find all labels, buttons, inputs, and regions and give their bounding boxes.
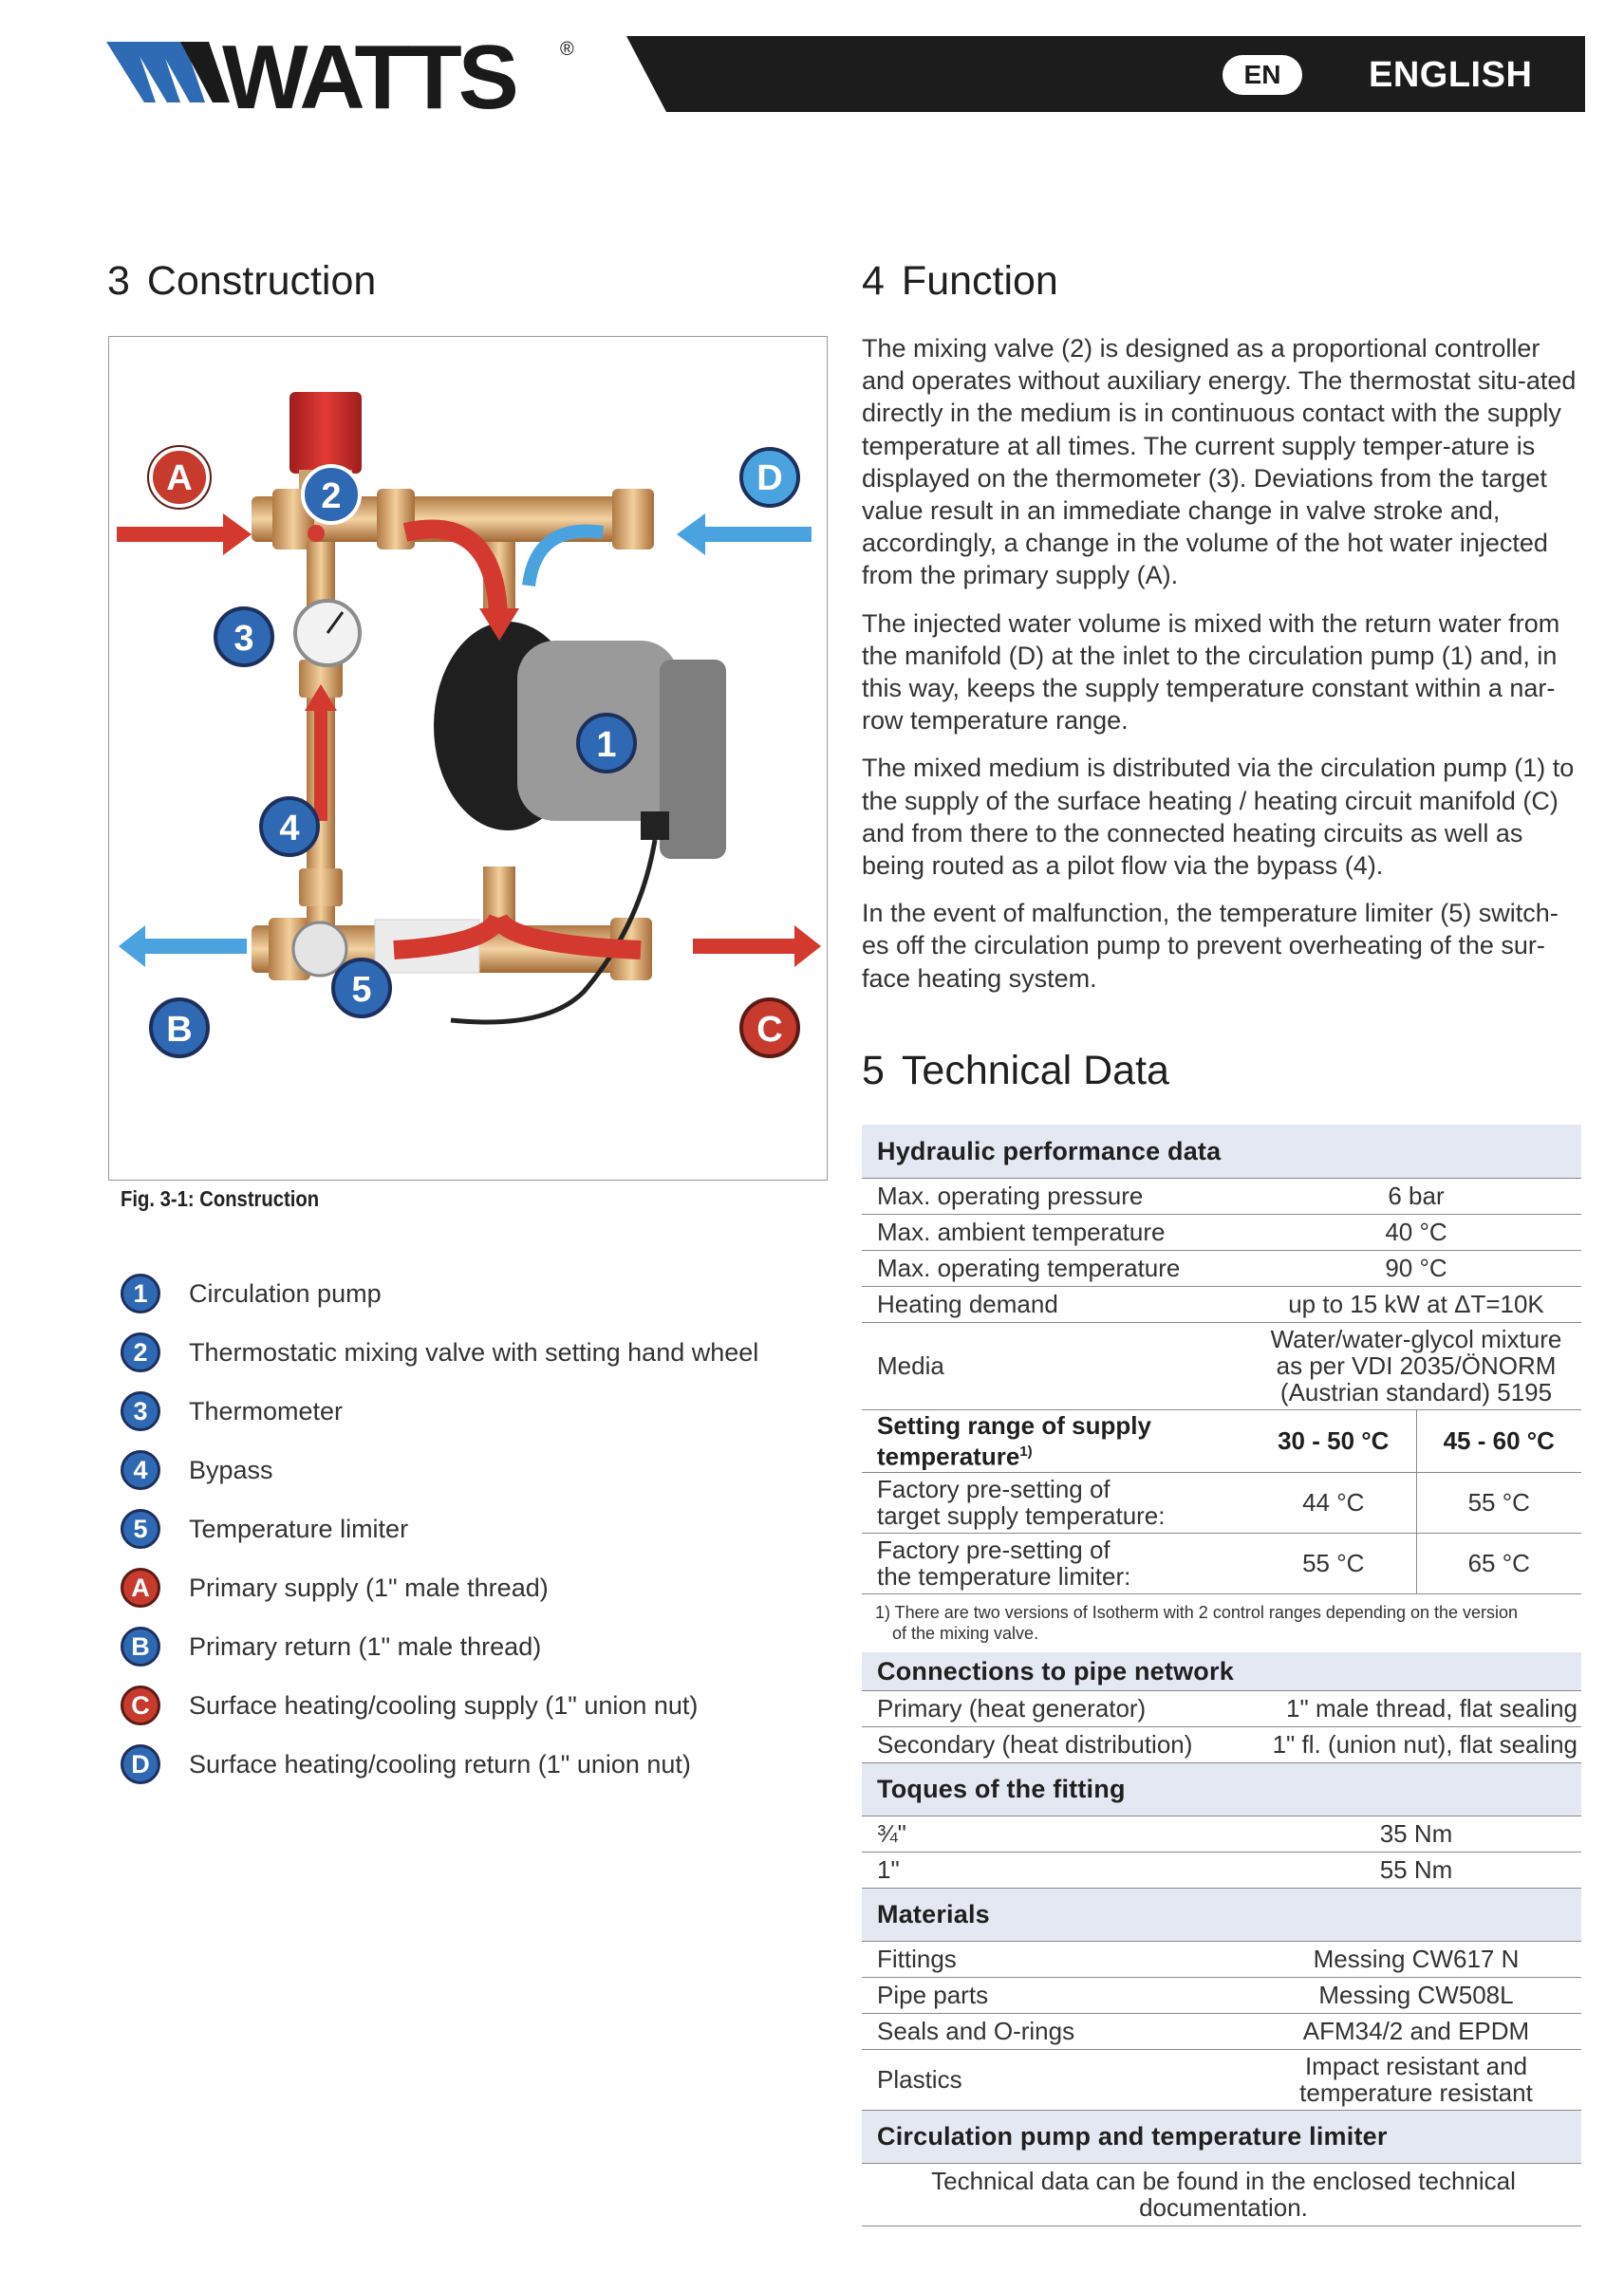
construction-legend	[121, 1264, 823, 1794]
callout-1: 1	[596, 725, 617, 765]
watts-logo	[106, 34, 590, 120]
table-section-header: Hydraulic performance data	[862, 1125, 1581, 1178]
table-section-header: Toques of the fitting	[862, 1762, 1581, 1816]
callout-4: 4	[279, 809, 300, 848]
table-row: Factory pre-setting of the temperature limiter: 55 °C 65 °C	[862, 1533, 1581, 1593]
legend-item	[121, 1558, 823, 1617]
arrow-a-icon	[117, 513, 252, 555]
legend-text: Surface heating/cooling supply (1" union nut)	[189, 1690, 699, 1720]
callout-3: 3	[233, 619, 254, 659]
arrow-d-icon	[677, 513, 812, 555]
table-row: Max. operating pressure 6 bar	[862, 1178, 1581, 1214]
legend-text: Temperature limiter	[189, 1514, 409, 1543]
legend-badge: 5	[121, 1509, 160, 1549]
hand-wheel-icon	[289, 392, 362, 474]
legend-text: Primary return (1" male thread)	[189, 1631, 542, 1661]
legend-badge: 4	[121, 1450, 160, 1490]
legend-item	[121, 1676, 823, 1735]
callout-c: C	[756, 1010, 783, 1050]
brand-wordmark: WATTS	[222, 34, 515, 120]
function-text	[862, 332, 1585, 1010]
legend-badge: B	[121, 1627, 160, 1667]
section-heading-technical-data: 5 Technical Data	[862, 1048, 1169, 1093]
legend-badge: D	[121, 1744, 160, 1784]
language-name: ENGLISH	[1369, 55, 1533, 95]
table-row: ¾" 35 Nm	[862, 1816, 1581, 1852]
callout-5: 5	[351, 970, 372, 1010]
legend-item	[121, 1441, 823, 1499]
table-row: Media Water/water-glycol mixture as per VDI 2035/ÖNORM (Austrian standard) 5195	[862, 1322, 1581, 1409]
legend-item	[121, 1323, 823, 1382]
legend-item	[121, 1382, 823, 1441]
legend-badge: A	[121, 1568, 160, 1608]
table-row: Pipe parts Messing CW508L	[862, 1977, 1581, 2013]
legend-item	[121, 1264, 823, 1323]
callout-2: 2	[321, 476, 342, 516]
table-row: Primary (heat generator) 1" male thread, flat sealing	[862, 1690, 1581, 1726]
function-paragraph: The mixing valve (2) is designed as a proportional controller and operates without auxiliary energy. The thermostat situ-ated directly in the medium is in continuous contact with the supply temperature at all times. The current supply temper-ature is displayed on the thermometer (3). Deviations from the target value result in an immediate change in valve stroke and, accordingly, a change in the volume of the hot water injected from the primary supply (A).	[862, 334, 1577, 590]
section-heading-function: 4 Function	[862, 258, 1058, 304]
legend-item	[121, 1617, 823, 1676]
legend-badge: 2	[121, 1332, 160, 1372]
legend-text: Primary supply (1" male thread)	[189, 1573, 549, 1602]
technical-data-table	[862, 1125, 1581, 2226]
temperature-limiter-icon	[293, 922, 346, 976]
table-section-header: Materials	[862, 1888, 1581, 1941]
legend-text: Thermostatic mixing valve with setting hand wheel	[189, 1337, 759, 1367]
table-footnote: 1) There are two versions of Isotherm with 2 control ranges depending on the version of the mixing valve.	[875, 1603, 1519, 1644]
table-row: Max. operating temperature 90 °C	[862, 1250, 1581, 1286]
table-row: Seals and O-rings AFM34/2 and EPDM	[862, 2013, 1581, 2049]
legend-text: Circulation pump	[189, 1278, 382, 1308]
legend-badge: C	[121, 1686, 160, 1725]
figure-caption: Fig. 3-1: Construction	[121, 1186, 320, 1211]
table-row: Factory pre-setting of target supply temperature: 44 °C 55 °C	[862, 1472, 1581, 1533]
table-row: Fittings Messing CW617 N	[862, 1941, 1581, 1977]
callout-b: B	[166, 1010, 193, 1050]
svg-text:®: ®	[560, 39, 574, 60]
language-code-badge: EN	[1223, 55, 1302, 95]
language-bar	[626, 34, 1585, 114]
callout-d: D	[756, 458, 783, 498]
table-row: Plastics Impact resistant and temperature resistant	[862, 2049, 1581, 2110]
arrow-c-icon	[693, 925, 821, 967]
table-row: Heating demand up to 15 kW at ΔT=10K	[862, 1286, 1581, 1322]
construction-figure	[108, 336, 828, 1181]
function-paragraph: The injected water volume is mixed with the return water from the manifold (D) at the inlet to the circulation pump (1) and, in this way, keeps the supply temperature constant within a nar-row temperature range.	[862, 608, 1560, 736]
section-heading-construction: 3 Construction	[107, 258, 377, 304]
legend-badge: 1	[121, 1274, 160, 1313]
legend-text: Bypass	[189, 1455, 273, 1484]
function-paragraph: In the event of malfunction, the temperature limiter (5) switch-es off the circulation pump to prevent overheating of the sur-face heating system.	[862, 899, 1559, 993]
table-row: Technical data can be found in the enclosed technical documentation.	[862, 2163, 1581, 2226]
table-section-header: Connections to pipe network	[862, 1652, 1581, 1690]
table-row: 1" 55 Nm	[862, 1852, 1581, 1888]
function-paragraph: The mixed medium is distributed via the circulation pump (1) to the supply of the surface heating / heating circuit manifold (C) and from there to the connected heating circuits as well as being routed as a pilot flow via the bypass (4).	[862, 754, 1575, 881]
table-row-setting-range: Setting range of supply temperature$^{1)}$ 30 - 50 °C 45 - 60 °C	[862, 1409, 1581, 1472]
table-section-header: Circulation pump and temperature limiter	[862, 2110, 1581, 2163]
legend-item	[121, 1499, 823, 1558]
legend-text: Surface heating/cooling return (1" union nut)	[189, 1749, 691, 1779]
arrow-b-icon	[119, 925, 247, 967]
legend-text: Thermometer	[189, 1396, 344, 1425]
callout-a: A	[166, 458, 193, 498]
table-row: Secondary (heat distribution) 1" fl. (union nut), flat sealing	[862, 1726, 1581, 1762]
table-row: Max. ambient temperature 40 °C	[862, 1214, 1581, 1250]
legend-badge: 3	[121, 1391, 160, 1431]
legend-item	[121, 1735, 823, 1794]
